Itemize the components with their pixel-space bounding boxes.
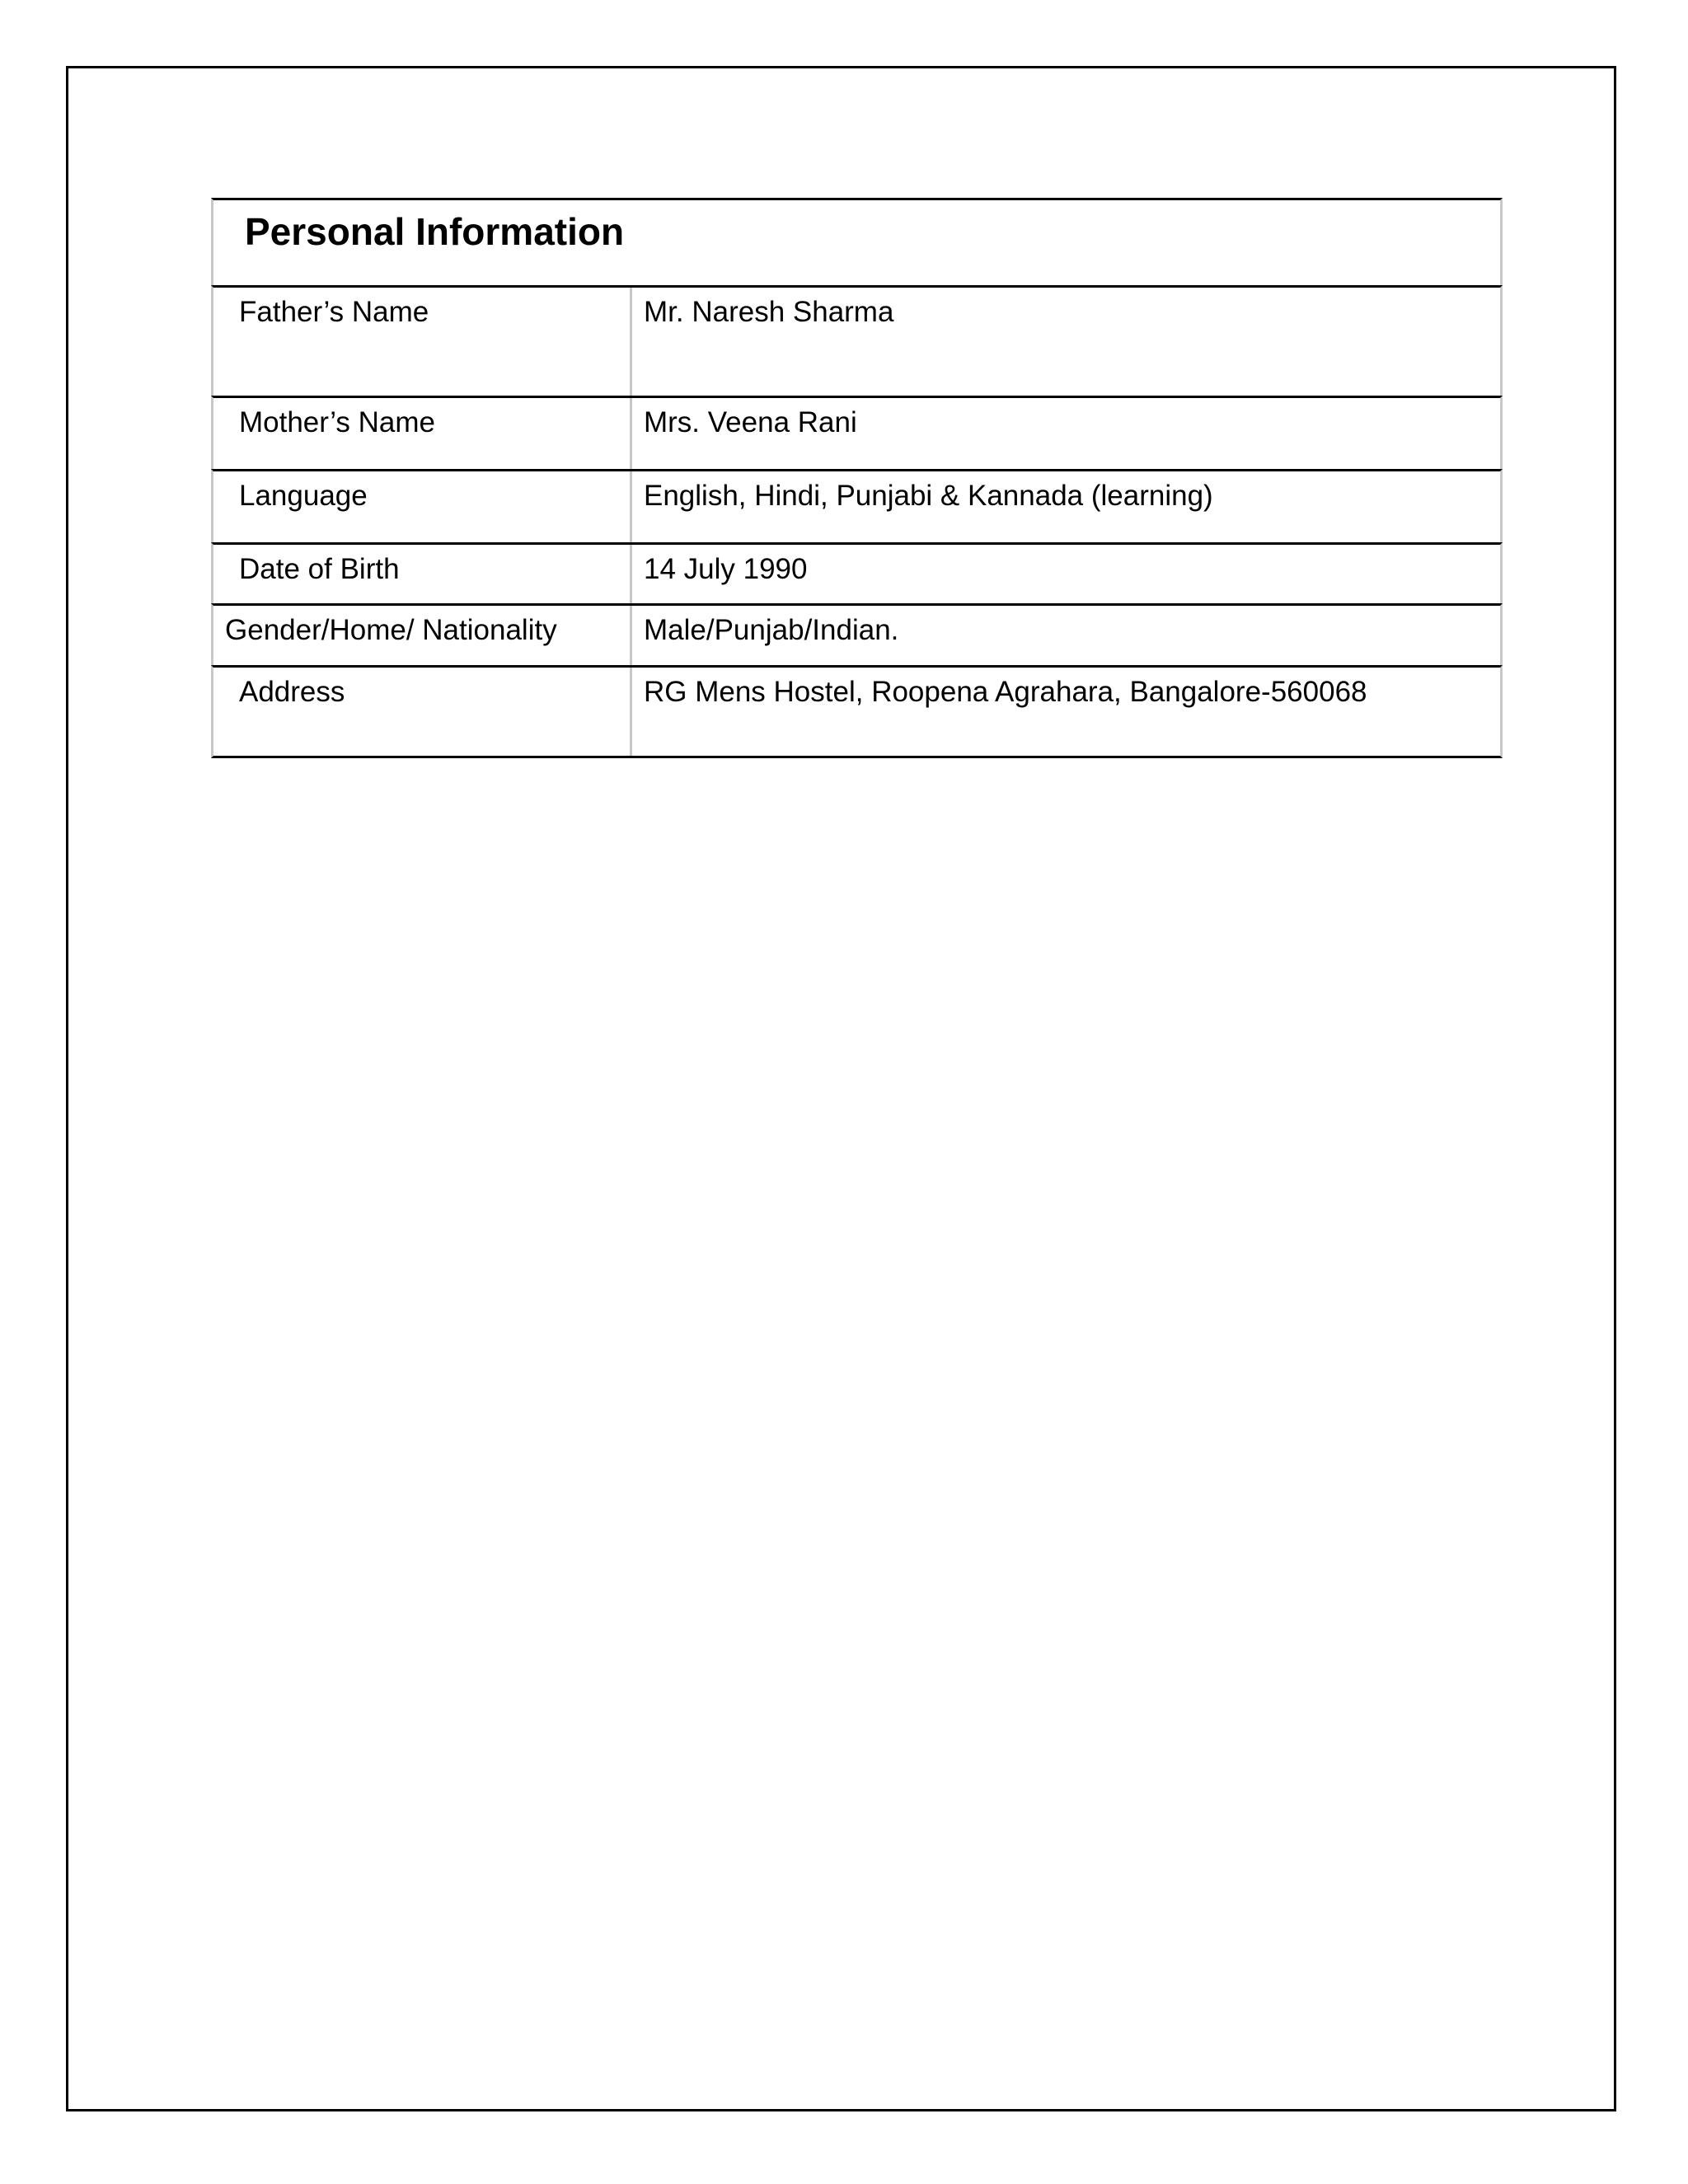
row-value-gender-home-nationality: Male/Punjab/Indian.	[644, 614, 899, 646]
row-label-address: Address	[213, 668, 632, 756]
personal-information-table	[211, 198, 1503, 758]
row-value-date-of-birth: 14 July 1990	[644, 553, 808, 585]
table-row	[211, 396, 1503, 469]
row-value-mothers-name: Mrs. Veena Rani	[644, 406, 857, 438]
row-label-gender-home-nationality: Gender/Home/ Nationality	[213, 606, 632, 665]
table-row	[211, 469, 1503, 542]
row-label-fathers-name: Father’s Name	[213, 288, 632, 396]
row-value-language: English, Hindi, Punjabi & Kannada (learning)	[644, 480, 1213, 512]
table-title-row	[211, 198, 1503, 285]
row-value-fathers-name: Mr. Naresh Sharma	[644, 296, 894, 328]
row-label-mothers-name: Mother’s Name	[213, 398, 632, 469]
row-value-address: RG Mens Hostel, Roopena Agrahara, Bangalore-560068	[644, 676, 1367, 708]
table-row	[211, 603, 1503, 665]
row-label-language: Language	[213, 471, 632, 542]
table-row	[211, 285, 1503, 396]
section-title: Personal Information	[245, 210, 625, 253]
table-row	[211, 665, 1503, 758]
table-row	[211, 542, 1503, 603]
row-label-date-of-birth: Date of Birth	[213, 545, 632, 603]
